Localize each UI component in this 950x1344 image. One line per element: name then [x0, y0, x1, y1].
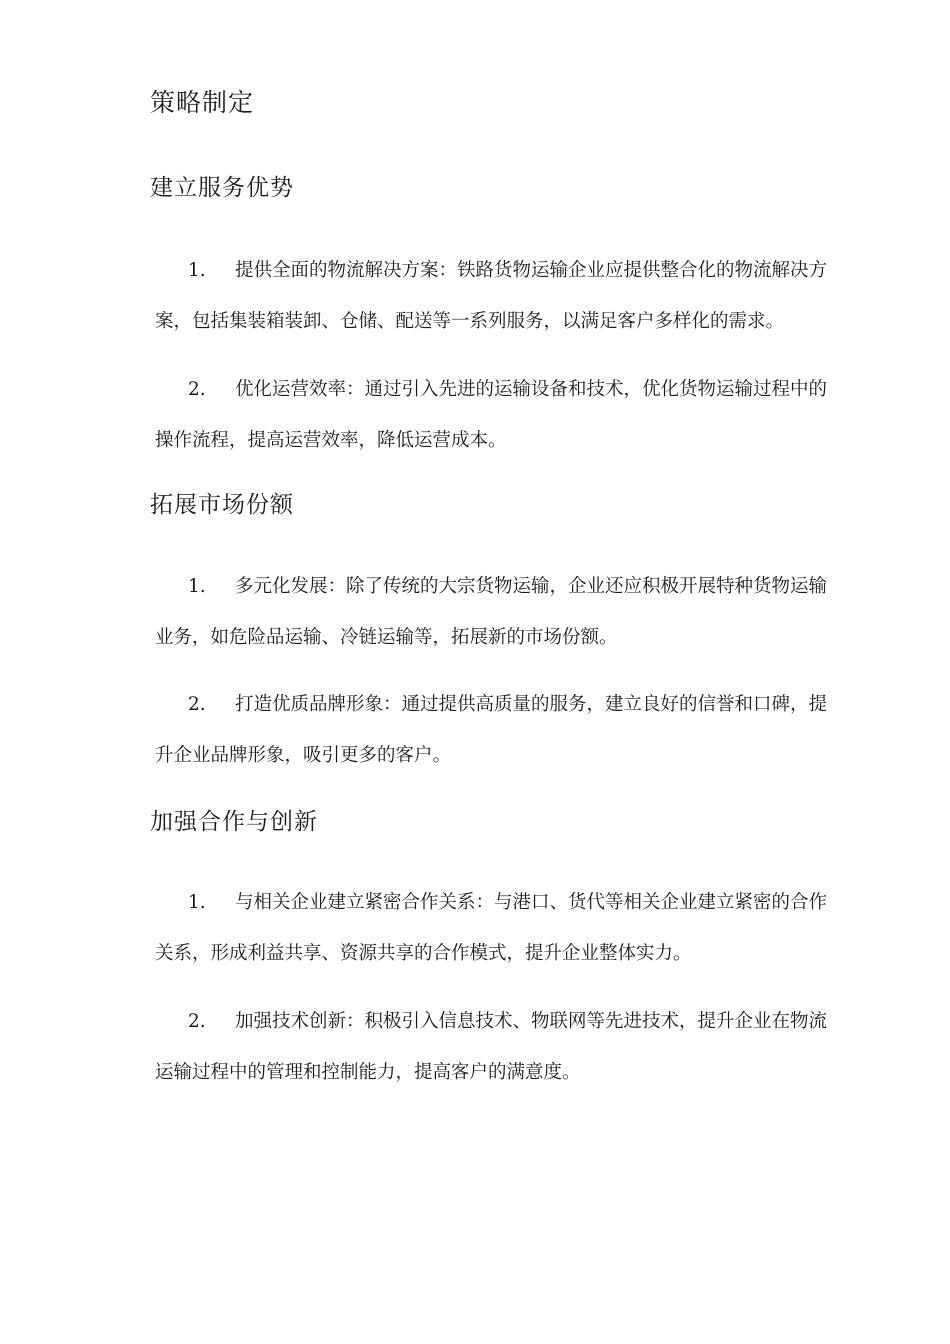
item-number: 1.	[188, 260, 206, 281]
item-text: 加强技术创新：积极引入信息技术、物联网等先进技术，提升企业在物流运输过程中的管理和控制能力，提高客户的满意度。	[155, 1011, 828, 1083]
item-number: 2.	[188, 694, 206, 715]
section-heading-service: 建立服务优势	[150, 175, 294, 201]
item-number: 2.	[188, 1011, 206, 1032]
list-item	[155, 679, 827, 781]
list-item	[155, 877, 827, 979]
list-item	[155, 561, 827, 663]
section-heading-market: 拓展市场份额	[150, 492, 294, 518]
item-number: 2.	[188, 379, 206, 400]
page-title: 策略制定	[150, 88, 255, 117]
item-text: 优化运营效率：通过引入先进的运输设备和技术，优化货物运输过程中的操作流程，提高运营效率，降低运营成本。	[155, 379, 828, 451]
list-item	[155, 245, 827, 347]
item-number: 1.	[188, 892, 206, 913]
item-text: 打造优质品牌形象：通过提供高质量的服务，建立良好的信誉和口碑，提升企业品牌形象，吸引更多的客户。	[155, 694, 828, 766]
section-heading-cooperation: 加强合作与创新	[150, 809, 318, 835]
item-text: 提供全面的物流解决方案：铁路货物运输企业应提供整合化的物流解决方案，包括集装箱装卸、仓储、配送等一系列服务，以满足客户多样化的需求。	[155, 260, 828, 332]
item-text: 与相关企业建立紧密合作关系：与港口、货代等相关企业建立紧密的合作关系，形成利益共享、资源共享的合作模式，提升企业整体实力。	[155, 892, 828, 964]
item-text: 多元化发展：除了传统的大宗货物运输，企业还应积极开展特种货物运输业务，如危险品运输、冷链运输等，拓展新的市场份额。	[155, 576, 828, 648]
item-number: 1.	[188, 576, 206, 597]
list-item	[155, 996, 827, 1098]
list-item	[155, 364, 827, 466]
